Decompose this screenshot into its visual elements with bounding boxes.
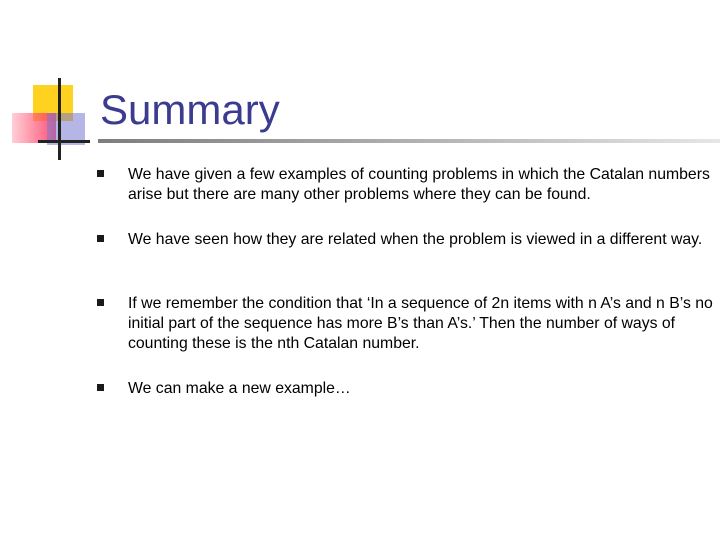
square-bullet-icon	[97, 170, 104, 177]
bullet-text: We can make a new example…	[128, 380, 351, 397]
square-bullet-icon	[97, 235, 104, 242]
logo-vertical-line	[58, 78, 61, 160]
bullet-text: We have seen how they are related when the problem is viewed in a different way.	[128, 231, 703, 248]
title-underline-rule	[98, 139, 720, 143]
logo-horizontal-line	[38, 140, 90, 143]
slide-title: Summary	[100, 86, 280, 133]
square-bullet-icon	[97, 299, 104, 306]
square-bullet-icon	[97, 384, 104, 391]
bullet-text: We have given a few examples of counting problems in which the Catalan numbers arise but there are many other problems where they can be found.	[128, 166, 710, 203]
bullet-text: If we remember the condition that ‘In a sequence of 2n items with n A’s and n B’s no initial part of the sequence has more B’s than A’s.’ Then the number of ways of counting these is the nth Catalan number.	[128, 295, 713, 352]
